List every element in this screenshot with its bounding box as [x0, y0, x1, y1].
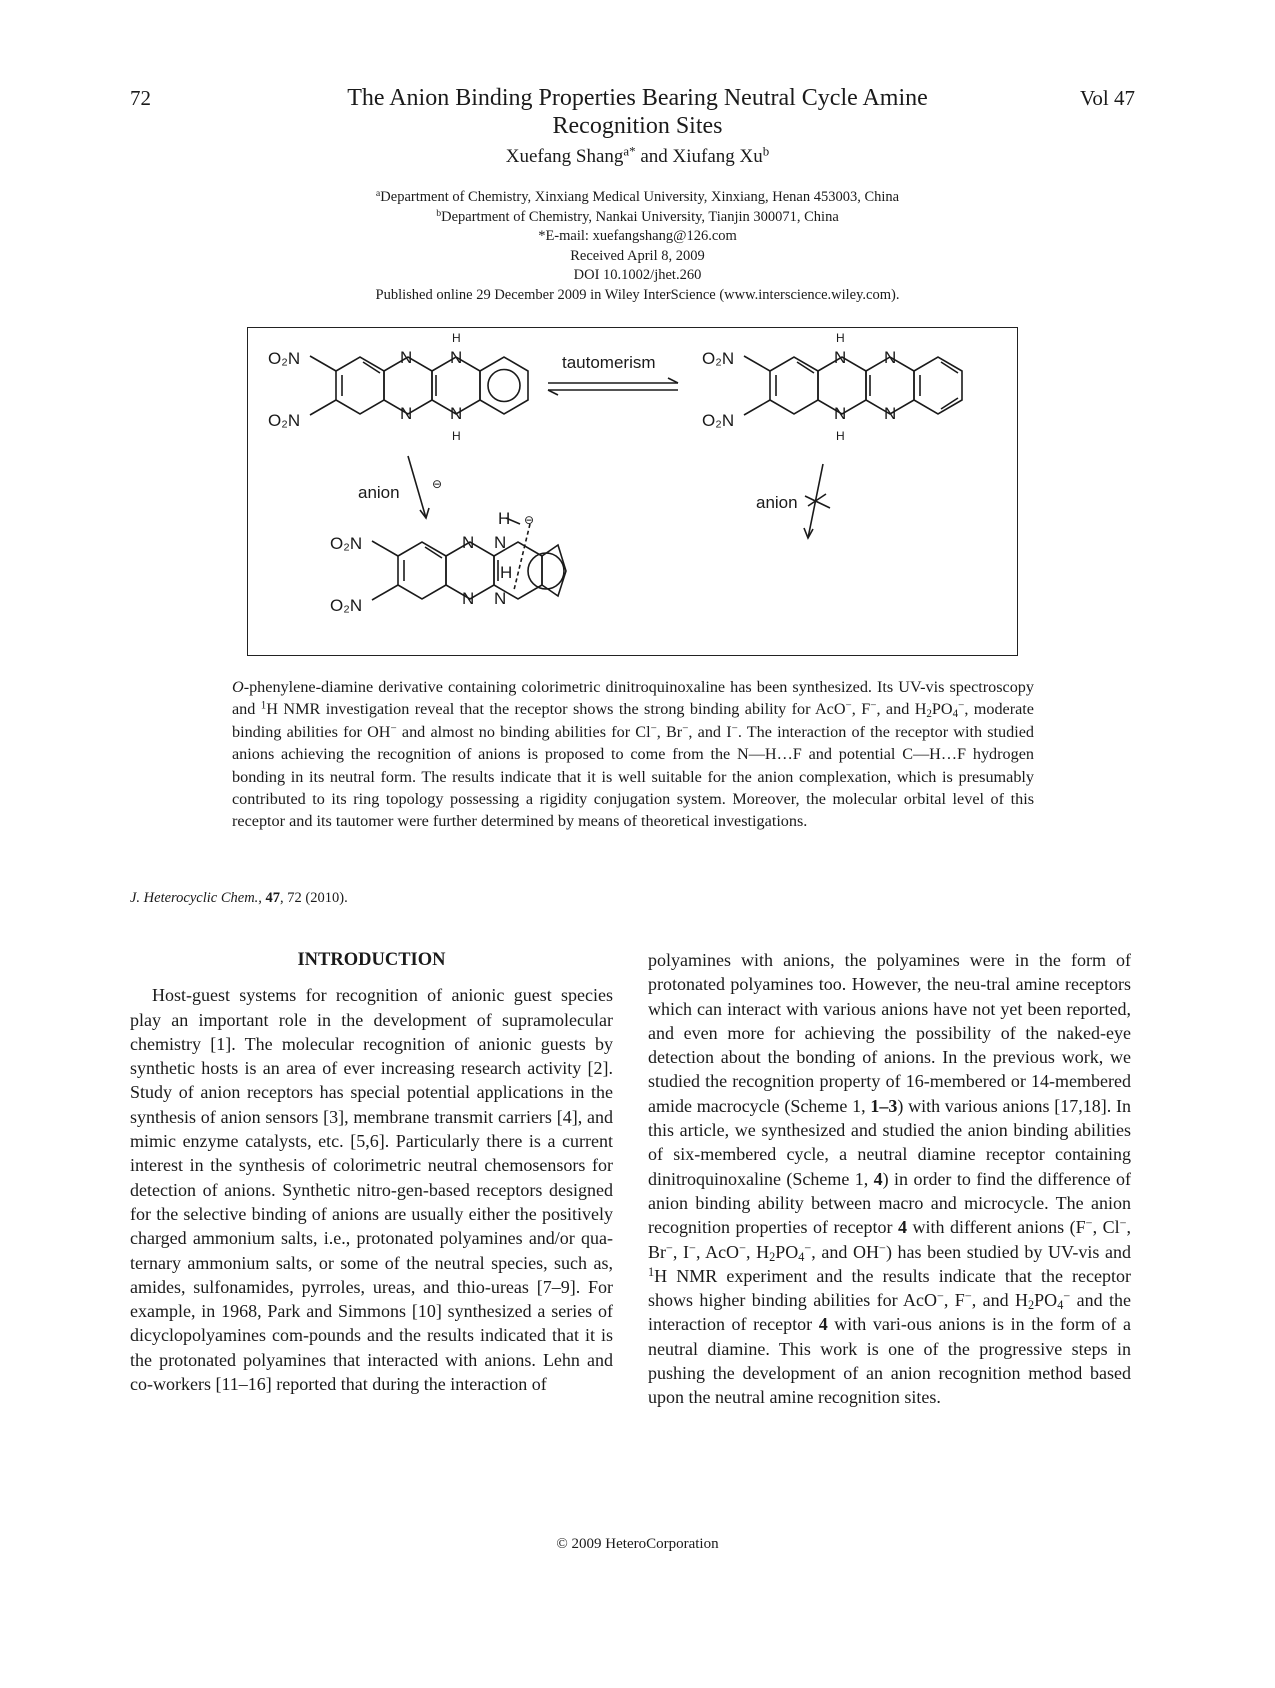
anion-label-right: anion: [756, 493, 798, 512]
affiliation-b: $^b$Department of Chemistry, Nankai University, Tianjin 300071, China: [436, 207, 839, 225]
n-label: N: [400, 348, 413, 367]
anion-label-left: anion: [358, 483, 400, 502]
n-label: N: [462, 533, 475, 552]
journal-pages: , 72 (2010).: [280, 890, 348, 906]
article-title: The Anion Binding Properties Bearing Neutral Cycle Amine Recognition Sites: [347, 85, 928, 139]
n-label: N: [494, 533, 507, 552]
n-label: N: [462, 589, 475, 608]
author-2-mark: b: [762, 143, 770, 159]
journal-volume: 47: [265, 890, 281, 906]
journal-name: J. Heterocyclic Chem.,: [130, 890, 262, 906]
o2n-label: O₂N: [330, 596, 363, 615]
intro-paragraph-left: Host-guest systems for recognition of anionic guest species play an important role in the development of supramolecular chemistry [1]. The molecular recognition of anionic guests by synthetic hosts is an area of ever increasing research activity [2]. Study of anion receptors has special potential applications in the synthesis of anion sensors [3], membrane transmit carriers [4], and mimic enzyme catalysts, etc. [5,6]. Particularly there is a current interest in the synthesis of colorimetric neutral chemosensors for detection of anions. Synthetic nitro-gen-based receptors designed for the selective binding of anions are usually either the positively charged ammonium salts, i.e., protonated polyamines and/or qua-ternary ammonium salts, or some of the neutral species, such as, amides, sulfonamides, pyrroles, ureas, and thio-ureas [7–9]. For example, in 1968, Park and Simmons [10] synthesized a series of dicyclopolyamines com-pounds and the results indicated that it is the protonated polyamines that interacted with anions. Lehn and co-workers [11–16] reported that during the interaction of: [130, 985, 613, 1395]
author-connector: and: [635, 146, 673, 167]
tautomerism-label: tautomerism: [562, 353, 656, 372]
o2n-label: O₂N: [330, 534, 363, 553]
copyright-footer: © 2009 HeteroCorporation: [556, 1536, 719, 1552]
h-label: H: [498, 509, 511, 528]
email: *E-mail: xuefangshang@126.com: [538, 228, 737, 244]
anion-arrow-left: [408, 456, 426, 518]
intro-paragraph-right: polyamines with anions, the polyamines were in the form of protonated polyamines too. However, the neu-tral amine receptors which can interact with various anions have not yet been reported, and even more for achieving the possibility of the naked-eye detection about the bonding of anions. In the previous work, we studied the recognition property of 16-membered or 14-membered amide macrocycle (Scheme 1, 1–3) with various anions [17,18]. In this article, we synthesized and studied the anion binding abilities of six-membered cycle, a neutral diamine receptor containing dinitroquinoxaline (Scheme 1, 4) in order to find the difference of anion binding ability between macro and microcycle. The anion recognition properties of receptor 4 with different anions (F−, Cl−, Br−, I−, AcO−, $H_2PO_4^-$, and OH−) has been studied by UV-vis and $^1$H NMR experiment and the results indicate that the receptor shows higher binding abilities for AcO−, F−, and $H_2PO_4^-$ and the interaction of receptor 4 with vari-ous anions is in the form of a neutral diamine. This work is one of the progressive steps in pushing the development of an anion recognition method based upon the neutral amine recognition sites.: [648, 950, 1132, 1408]
abstract: O-phenylene-diamine derivative containing colorimetric dinitroquinoxaline has been synthesized. Its UV-vis spectroscopy and $^1$H NMR investigation reveal that the receptor shows the strong binding ability for AcO−, F−, and $H_2PO_4^-$, moderate binding abilities for OH− and almost no binding abilities for Cl−, Br−, and I−. The interaction of the receptor with studied anions achieving the recognition of anions is proposed to come from the N—H…F and potential C—H…F hydrogen bonding in its neutral form. The results indicate that it is well suitable for the anion complexation, which is presumably contributed to its ring topology possessing a rigidity conjugation system. Moreover, the molecular orbital level of this receptor and its tautomer were further determined by means of theoretical investigations.: [232, 678, 1035, 831]
n-label: N: [494, 589, 507, 608]
o2n-label: O₂N: [702, 411, 735, 430]
section-heading: INTRODUCTION: [297, 950, 446, 970]
h-label: H: [452, 429, 461, 443]
h-label: H: [452, 331, 461, 345]
o2n-label: O₂N: [268, 349, 301, 368]
n-label: N: [884, 348, 897, 367]
journal-citation: [130, 890, 348, 907]
n-label: N: [450, 404, 463, 423]
scheme-figure: [247, 327, 1018, 656]
body-column-left: [130, 948, 613, 1396]
author-1: Xuefang Shang: [505, 146, 624, 167]
affiliation-block: [250, 188, 1025, 305]
minus-label: ⊖: [432, 477, 443, 491]
n-label: N: [450, 348, 463, 367]
page-number: 72: [130, 86, 151, 110]
n-label: N: [400, 404, 413, 423]
body-column-right: [648, 948, 1131, 1410]
n-label: N: [834, 404, 847, 423]
o2n-label: O₂N: [268, 411, 301, 430]
affiliation-a: $^a$Department of Chemistry, Xinxiang Medical University, Xinxiang, Henan 453003, China: [375, 188, 900, 205]
molecule-tautomer: [702, 331, 962, 443]
o2n-label: O₂N: [702, 349, 735, 368]
n-label: N: [834, 348, 847, 367]
published-online: Published online 29 December 2009 in Wiley InterScience (www.interscience.wiley.com).: [375, 286, 900, 303]
h-label: H: [836, 429, 845, 443]
author-2: Xiufang Xu: [672, 146, 763, 167]
volume-label: Vol 47: [1079, 86, 1135, 110]
molecule-receptor: [268, 331, 528, 443]
doi: DOI 10.1002/jhet.260: [573, 267, 702, 283]
minus-label: ⊖: [524, 513, 535, 527]
author-1-mark: a*: [623, 143, 636, 159]
h-label: H: [836, 331, 845, 345]
received-date: Received April 8, 2009: [570, 247, 705, 264]
molecule-complex: [330, 509, 566, 615]
n-label: N: [884, 404, 897, 423]
author-line: [300, 143, 975, 168]
h-label: H: [500, 563, 513, 582]
scheme-drawing: [248, 328, 1019, 657]
